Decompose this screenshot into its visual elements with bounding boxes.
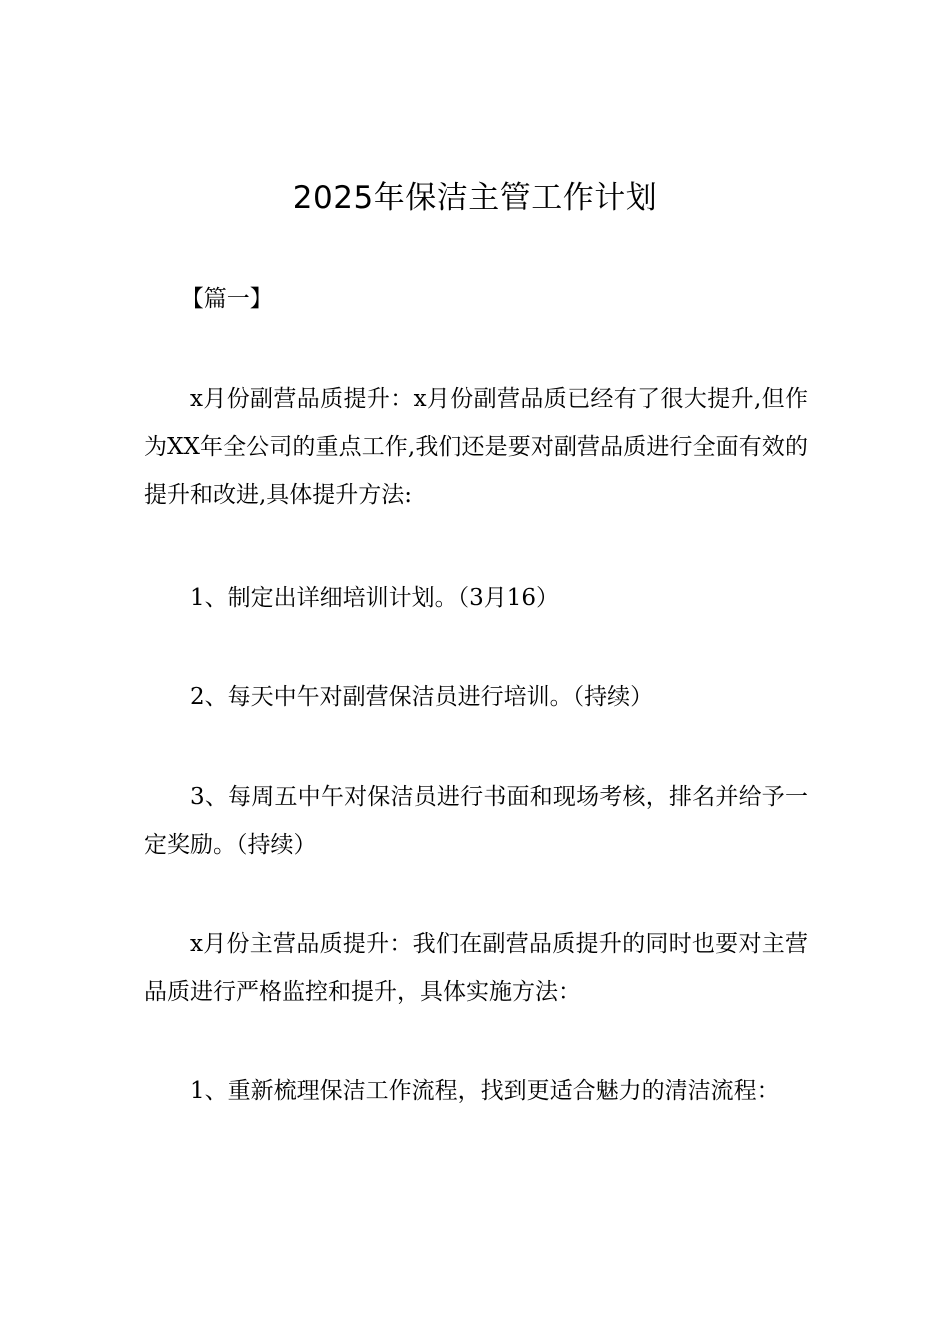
- paragraph-6: 1、重新梳理保洁工作流程，找到更适合魅力的清洁流程：: [190, 1078, 780, 1104]
- paragraph-3: 2、每天中午对副营保洁员进行培训。（持续）: [190, 684, 654, 710]
- section-label: 【篇一】: [180, 286, 273, 312]
- paragraph-1: x月份副营品质提升：x月份副营品质已经有了很大提升,但作为XX年全公司的重点工作,我们还是要对副营品质进行全面有效的提升和改进,具体提升方法:: [144, 386, 808, 508]
- paragraph-5: x月份主营品质提升：我们在副营品质提升的同时也要对主营品质进行严格监控和提升，具体实施方法：: [144, 931, 808, 1005]
- paragraph-4: 3、每周五中午对保洁员进行书面和现场考核，排名并给予一定奖励。（持续）: [144, 784, 808, 858]
- document-title: 2025年保洁主管工作计划: [292, 180, 658, 216]
- paragraph-2: 1、制定出详细培训计划。（3月16）: [190, 585, 560, 611]
